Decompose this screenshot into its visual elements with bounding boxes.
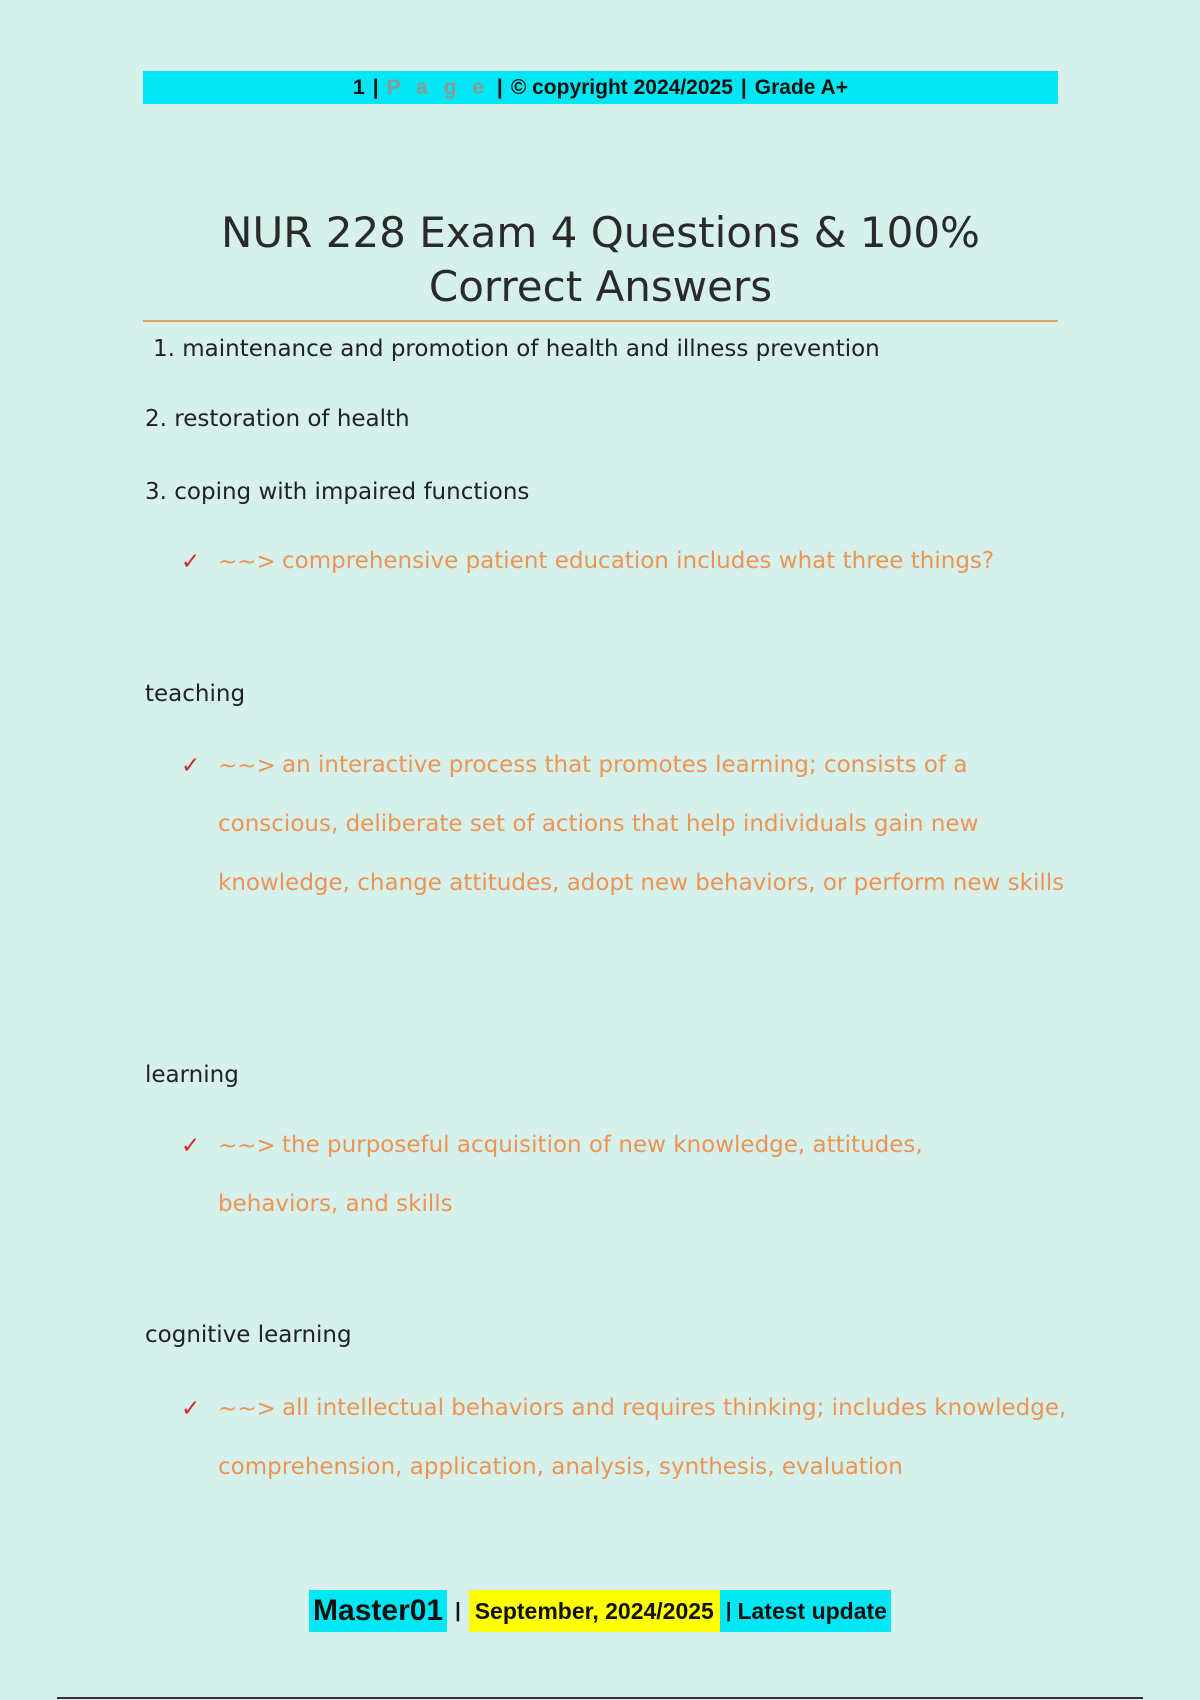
document-title: NUR 228 Exam 4 Questions & 100% Correct Answers	[221, 208, 980, 311]
list-item: 3. coping with impaired functions	[145, 479, 530, 505]
footer-separator: |	[447, 1590, 469, 1632]
page-header	[143, 71, 1058, 104]
arrow-marker: ~~>	[218, 753, 276, 779]
grade-text: Grade A+	[754, 75, 848, 99]
footer-update: Latest update	[737, 1590, 891, 1632]
title-divider	[143, 320, 1058, 322]
list-item: 2. restoration of health	[145, 406, 410, 432]
page-number: 1	[353, 75, 365, 99]
term-label: learning	[145, 1062, 239, 1088]
check-icon: ✓	[181, 549, 201, 575]
list-item: 1. maintenance and promotion of health and illness prevention	[153, 336, 880, 362]
header-separator: |	[496, 75, 503, 99]
arrow-marker: ~~>	[218, 549, 276, 575]
answer-text: the purposeful acquisition of new knowledge, attitudes, behaviors, and skills	[218, 1132, 923, 1217]
header-separator: |	[740, 75, 747, 99]
page-word: P a g e	[386, 75, 489, 99]
header-separator: |	[372, 75, 379, 99]
footer-brand: Master01	[309, 1590, 447, 1632]
check-icon: ✓	[181, 753, 201, 779]
copyright-text: © copyright 2024/2025	[510, 75, 733, 99]
bottom-divider	[57, 1697, 1143, 1699]
answer-text: an interactive process that promotes learning; consists of a conscious, deliberate set of actions that help individuals gain new knowledge, change attitudes, adopt new behaviors, or perform new skills	[218, 752, 1065, 896]
answer-text: comprehensive patient education includes what three things?	[282, 548, 995, 574]
arrow-marker: ~~>	[218, 1396, 276, 1422]
term-label: cognitive learning	[145, 1322, 352, 1348]
page-footer	[0, 1590, 1200, 1632]
footer-date: September, 2024/2025	[469, 1590, 720, 1632]
check-icon: ✓	[181, 1133, 201, 1159]
arrow-marker: ~~>	[218, 1133, 276, 1159]
check-icon: ✓	[181, 1396, 201, 1422]
answer-text: all intellectual behaviors and requires thinking; includes knowledge, comprehension, application, analysis, synthesis, evaluation	[218, 1395, 1067, 1480]
footer-separator: |	[720, 1590, 738, 1632]
term-label: teaching	[145, 681, 246, 707]
